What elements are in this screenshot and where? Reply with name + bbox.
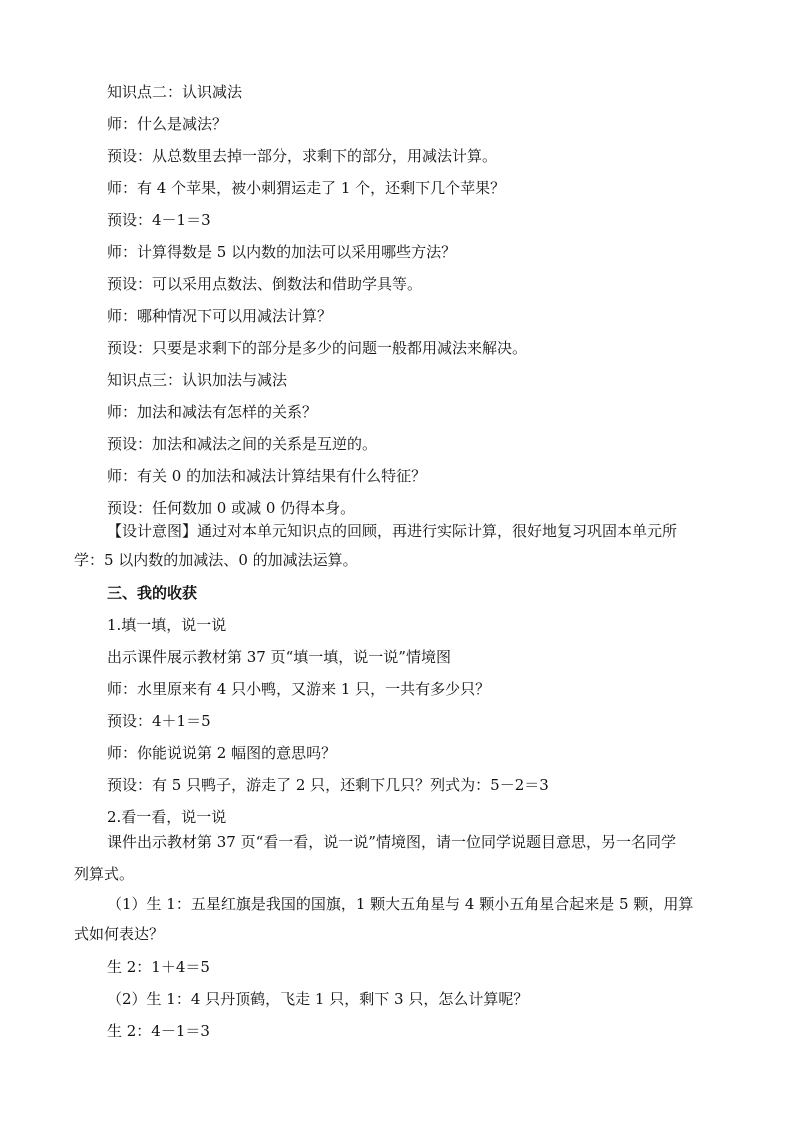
flag-item-line-1: （1）生 1：五星红旗是我国的国旗，1 颗大五角星与 4 颗小五角星合起来是 5 颗，用算	[107, 895, 694, 913]
preset-answer: 预设：4＋1＝5	[107, 712, 211, 730]
crane-item: （2）生 1：4 只丹顶鹤，飞走 1 只，剩下 3 只，怎么计算呢？	[107, 990, 529, 1008]
teacher-question: 师：你能说说第 2 幅图的意思吗？	[107, 744, 337, 762]
preset-answer: 预设：任何数加 0 或减 0 仍得本身。	[107, 499, 356, 517]
design-intent-line-2: 学：5 以内数的加减法、0 的加减法运算。	[74, 551, 358, 569]
student-answer: 生 2：1＋4＝5	[107, 958, 210, 976]
courseware-note: 出示课件展示教材第 37 页“填一填，说一说”情境图	[107, 648, 451, 666]
heading-knowledge-point-2: 知识点二：认识减法	[107, 83, 243, 101]
teacher-question: 师：什么是减法？	[107, 115, 228, 133]
preset-answer: 预设：有 5 只鸭子，游走了 2 只，还剩下几只？列式为：5－2＝3	[107, 776, 549, 794]
section-3-title: 三、我的收获	[107, 584, 198, 602]
preset-answer: 预设：只要是求剩下的部分是多少的问题一般都用减法来解决。	[107, 339, 528, 357]
preset-answer: 预设：4－1＝3	[107, 211, 211, 229]
preset-answer: 预设：加法和减法之间的关系是互逆的。	[107, 435, 378, 453]
subsection-look: 2.看一看，说一说	[107, 808, 227, 826]
student-answer: 生 2：4－1＝3	[107, 1022, 210, 1040]
courseware-line-1: 课件出示教材第 37 页“看一看，说一说”情境图，请一位同学说题目意思，另一名同学	[107, 833, 676, 851]
flag-item-line-2: 式如何表达？	[74, 925, 165, 943]
preset-answer: 预设：从总数里去掉一部分，求剩下的部分，用减法计算。	[107, 147, 498, 165]
subsection-fill-in: 1.填一填，说一说	[107, 616, 227, 634]
teacher-question: 师：加法和减法有怎样的关系？	[107, 403, 318, 421]
courseware-line-2: 列算式。	[74, 865, 135, 883]
teacher-question: 师：计算得数是 5 以内数的加法可以采用哪些方法？	[107, 243, 457, 261]
heading-knowledge-point-3: 知识点三：认识加法与减法	[107, 371, 288, 389]
teacher-question: 师：哪种情况下可以用减法计算？	[107, 307, 333, 325]
teacher-question: 师：有关 0 的加法和减法计算结果有什么特征？	[107, 467, 427, 485]
design-intent-line-1: 【设计意图】通过对本单元知识点的回顾，再进行实际计算，很好地复习巩固本单元所	[107, 522, 678, 540]
teacher-question: 师：水里原来有 4 只小鸭，又游来 1 只，一共有多少只？	[107, 680, 491, 698]
preset-answer: 预设：可以采用点数法、倒数法和借助学具等。	[107, 275, 423, 293]
teacher-question: 师：有 4 个苹果，被小刺猬运走了 1 个，还剩下几个苹果？	[107, 179, 506, 197]
